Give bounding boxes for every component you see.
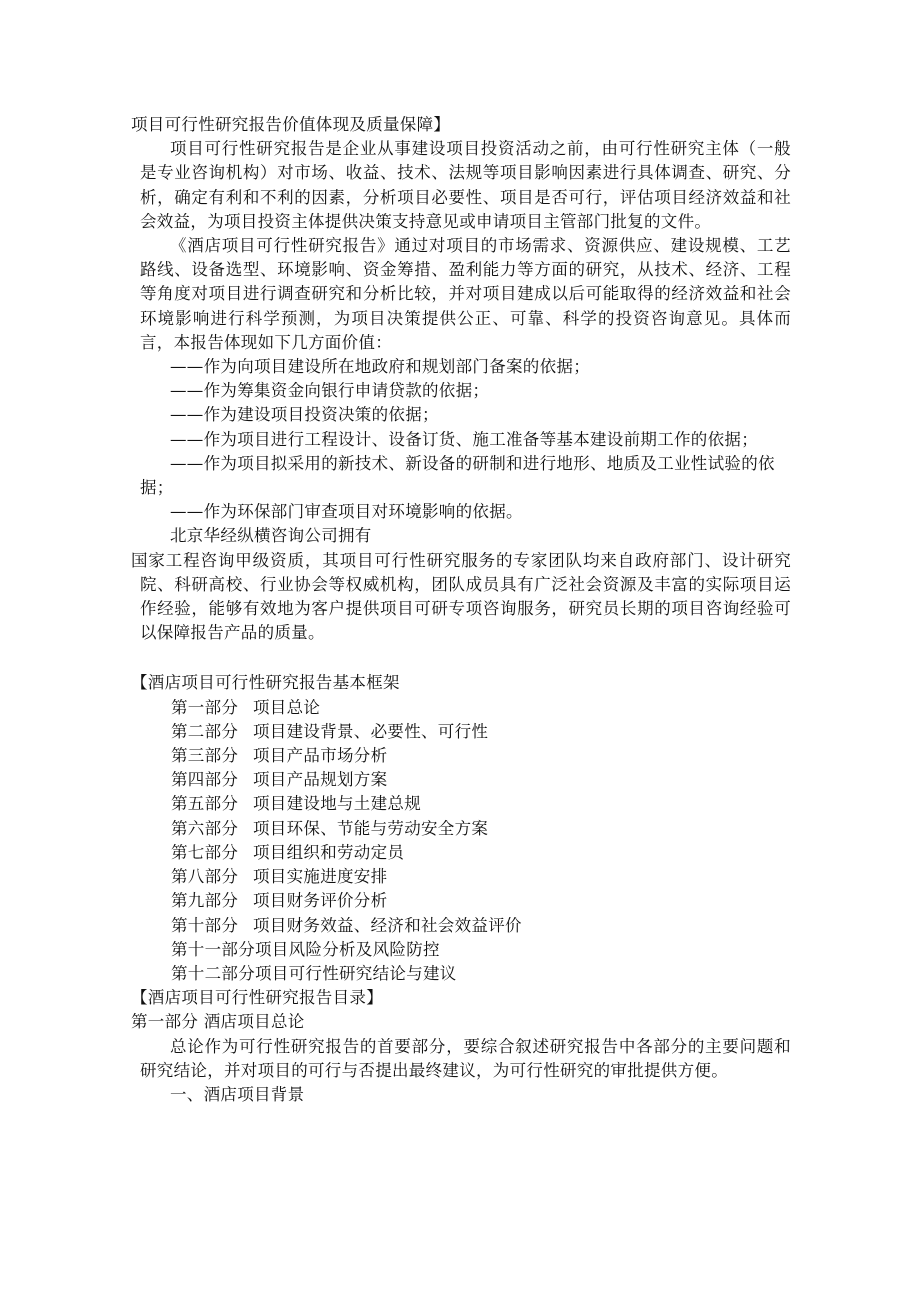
framework-item <box>131 914 791 938</box>
spacer <box>131 645 791 671</box>
framework-part-label: 第三部分 <box>171 746 239 766</box>
framework-item <box>131 768 791 792</box>
value-item-4: ——作为项目进行工程设计、设备订货、施工准备等基本建设前期工作的依据； <box>170 429 758 449</box>
company-paragraph: 国家工程咨询甲级资质，其项目可行性研究服务的专家团队均来自政府部门、设计研究院、科研高校、行业协会等权威机构，团队成员具有广泛社会资源及丰富的实际项目运作经验，能够有效地为客户提供项目可研专项咨询服务，研究员长期的项目咨询经验可以保障报告产品的质量。 <box>131 550 791 643</box>
section-heading-value: 项目可行性研究报告价值体现及质量保障】 <box>131 115 451 134</box>
framework-part-label: 第二部分 <box>171 721 239 741</box>
framework-item <box>131 962 791 986</box>
company-line: 北京华经纵横咨询公司拥有 <box>170 526 372 546</box>
document-body <box>131 113 791 1107</box>
framework-part-title: 项目产品规划方案 <box>253 770 388 790</box>
part1-paragraph: 总论作为可行性研究报告的首要部分，要综合叙述研究报告中各部分的主要问题和研究结论，并对项目的可行与否提出最终建议，为可行性研究的审批提供方便。 <box>140 1036 791 1080</box>
part1-title: 第一部分 酒店项目总论 <box>131 1012 305 1032</box>
section1-heading: 一、酒店项目背景 <box>170 1084 305 1104</box>
framework-part-label: 第九部分 <box>171 891 239 911</box>
framework-item <box>131 841 791 865</box>
value-item-5: ——作为项目拟采用的新技术、新设备的研制和进行地形、地质及工业性试验的依据； <box>140 453 775 498</box>
framework-part-label: 第八部分 <box>171 867 239 887</box>
framework-part-label: 第六部分 <box>171 818 239 838</box>
framework-part-title: 项目建设地与土建总规 <box>253 794 421 814</box>
framework-part-title: 项目环保、节能与劳动安全方案 <box>253 818 489 838</box>
value-item-6: ——作为环保部门审查项目对环境影响的依据。 <box>170 502 523 522</box>
value-item-2: ——作为筹集资金向银行申请贷款的依据； <box>170 381 490 401</box>
intro-paragraph: 项目可行性研究报告是企业从事建设项目投资活动之前，由可行性研究主体（一般是专业咨询机构）对市场、收益、技术、法规等项目影响因素进行具体调查、研究、分析，确定有利和不利的因素，分析项目必要性、项目是否可行，评估项目经济效益和社会效益，为项目投资主体提供决策支持意见或申请项目主管部门批复的文件。 <box>140 139 791 231</box>
value-item-3: ——作为建设项目投资决策的依据； <box>170 405 439 425</box>
framework-item <box>131 720 791 744</box>
toc-title: 【酒店项目可行性研究报告目录】 <box>131 988 383 1008</box>
framework-part-title: 项目总论 <box>253 697 321 717</box>
framework-part-label: 第四部分 <box>171 770 239 790</box>
framework-part-label: 第十部分 <box>171 915 239 935</box>
framework-part-label: 第一部分 <box>171 697 239 717</box>
framework-part-title: 项目财务评价分析 <box>253 891 388 911</box>
framework-part-label: 第七部分 <box>171 842 239 862</box>
framework-item <box>131 792 791 816</box>
framework-item <box>131 938 791 962</box>
framework-part-title: 项目产品市场分析 <box>253 746 388 766</box>
framework-part-title: 项目建设背景、必要性、可行性 <box>253 721 489 741</box>
framework-part-title: 项目财务效益、经济和社会效益评价 <box>253 915 522 935</box>
framework-part-title: 项目可行性研究结论与建议 <box>255 963 457 983</box>
framework-part-label: 第十一部分 <box>171 939 255 959</box>
framework-item <box>131 865 791 889</box>
framework-part-label: 第十二部分 <box>171 963 255 983</box>
report-value-paragraph: 《酒店项目可行性研究报告》通过对项目的市场需求、资源供应、建设规模、工艺路线、设备选型、环境影响、资金筹措、盈利能力等方面的研究，从技术、经济、工程等角度对项目进行调查研究和分析比较，并对项目建成以后可能取得的经济效益和社会环境影响进行科学预测，为项目决策提供公正、可靠、科学的投资咨询意见。具体而言，本报告体现如下几方面价值： <box>140 236 791 352</box>
framework-item <box>131 889 791 913</box>
framework-item <box>131 744 791 768</box>
value-item-1: ——作为向项目建设所在地政府和规划部门备案的依据； <box>170 357 590 377</box>
framework-item <box>131 817 791 841</box>
framework-item <box>131 696 791 720</box>
framework-part-title: 项目风险分析及风险防控 <box>255 939 440 959</box>
framework-part-title: 项目组织和劳动定员 <box>253 842 405 862</box>
framework-part-label: 第五部分 <box>171 794 239 814</box>
framework-part-title: 项目实施进度安排 <box>253 867 388 887</box>
framework-title: 【酒店项目可行性研究报告基本框架 <box>131 673 400 693</box>
